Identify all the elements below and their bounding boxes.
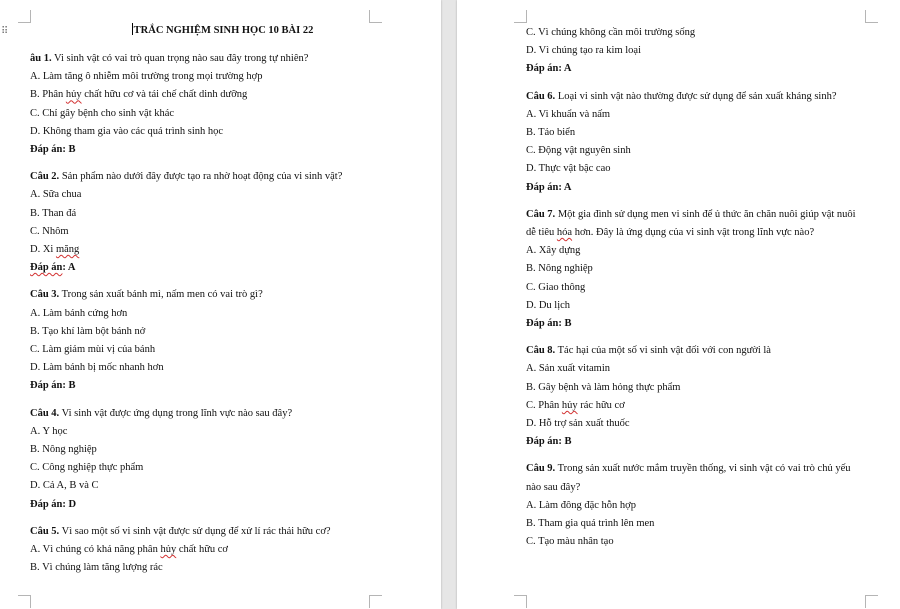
spelling-marked-word[interactable]: hóa (556, 227, 573, 239)
answer: Đáp án: A (526, 63, 572, 75)
option-d: D. Xi măng (30, 244, 80, 256)
text-cursor (132, 23, 133, 35)
page-1-text[interactable] (30, 22, 425, 577)
question-text: Trong sản xuất bánh mì, nấm men có vai trò gì? (59, 289, 263, 301)
question-text: Sản phẩm nào dưới đây được tạo ra nhờ hoạt động của vi sinh vật? (59, 171, 343, 183)
question-1 (30, 50, 425, 159)
question-number: Câu 9. (526, 463, 556, 475)
question-5-continued (526, 24, 876, 79)
option-b: B. Than đá (30, 207, 77, 219)
option-c: C. Giao thông (526, 281, 586, 293)
option-b: B. Gây bệnh và làm hỏng thực phẩm (526, 381, 681, 393)
question-stem (526, 342, 876, 360)
option-b: B. Tảo biển (526, 127, 576, 139)
spelling-marked-word[interactable]: măng (55, 244, 80, 256)
question-stem (30, 168, 425, 186)
option-b: B. Tạo khí làm bột bánh nở (30, 325, 146, 337)
option-c: C. Tạo màu nhân tạo (526, 536, 614, 548)
option-a: A. Vi khuẩn và nấm (526, 108, 611, 120)
question-text: Loại vi sinh vật nào thường được sử dụng để sản xuất kháng sinh? (555, 90, 837, 102)
option-d: D. Du lịch (526, 299, 571, 311)
question-7 (526, 206, 876, 333)
option-c: C. Động vật nguyên sinh (526, 145, 631, 157)
option-b: B. Tham gia quá trình lên men (526, 518, 655, 530)
question-stem (30, 405, 425, 423)
option-c: C. Nhôm (30, 225, 69, 237)
question-text: Một gia đình sử dụng men vi sinh để ủ thức ăn chăn nuôi giúp vật nuôi (555, 208, 856, 220)
option-b: B. Nông nghiệp (30, 444, 97, 456)
question-5 (30, 523, 425, 578)
question-stem (526, 88, 876, 106)
question-8 (526, 342, 876, 451)
option-a: A. Làm đông đặc hỗn hợp (526, 499, 636, 511)
option-d: D. Vì chúng tạo ra kim loại (526, 45, 641, 57)
question-text: Tác hại của một số vi sinh vật đối với con người là (555, 345, 771, 357)
crop-mark-bottom-right (369, 595, 382, 608)
document-page-2 (457, 0, 900, 609)
crop-mark-top-right (865, 10, 878, 23)
spelling-marked-word[interactable]: hủy (65, 89, 82, 101)
question-6 (526, 88, 876, 197)
spelling-marked-word[interactable]: hủy (160, 544, 177, 556)
question-text: Vi sinh vật có vai trò quan trọng nào sau đây trong tự nhiên? (51, 53, 309, 64)
option-d: D. Hỗ trợ sản xuất thuốc (526, 418, 630, 430)
answer: Đáp án: B (30, 144, 76, 156)
question-number: Câu 5. (30, 525, 60, 537)
crop-mark-bottom-left (18, 595, 31, 608)
spelling-marked-word[interactable]: hủy (561, 399, 578, 411)
paragraph-drag-handle-icon[interactable]: ⠿ (1, 26, 10, 37)
question-stem-line-1 (526, 460, 876, 478)
answer: Đáp án: B (526, 318, 572, 330)
question-9 (526, 460, 876, 551)
question-number: Câu 3. (30, 289, 60, 301)
question-text: Trong sản xuất nước mắm truyền thống, vi sinh vật có vai trò chủ yếu (555, 463, 851, 475)
page-2-text[interactable] (526, 24, 876, 551)
question-stem (30, 50, 425, 68)
crop-mark-top-left (514, 10, 527, 23)
option-c: C. Vì chúng không cần môi trường sống (526, 27, 696, 38)
option-b: B. Vì chúng làm tăng lượng rác (30, 562, 163, 574)
crop-mark-bottom-right (865, 595, 878, 608)
option-b: B. Nông nghiệp (526, 263, 593, 275)
crop-mark-bottom-left (514, 595, 527, 608)
option-c: C. Công nghiệp thực phẩm (30, 462, 144, 474)
option-a: A. Làm bánh cứng hơn (30, 307, 128, 319)
question-number: Câu 7. (526, 208, 556, 220)
question-number: Câu 6. (526, 90, 556, 102)
option-a: A. Y học (30, 425, 68, 437)
grammar-marked-word[interactable]: Đáp án (30, 262, 63, 274)
answer: Đáp án: A (30, 262, 76, 274)
option-b: B. Phân hủy chất hữu cơ và tái chế chất dinh dưỡng (30, 89, 248, 101)
option-c: C. Làm giảm mùi vị của bánh (30, 344, 156, 356)
question-stem (30, 286, 425, 304)
question-4 (30, 405, 425, 514)
option-a: A. Vì chúng có khả năng phân hủy chất hữu cơ (30, 544, 228, 556)
answer: Đáp án: D (30, 498, 77, 510)
option-c: C. Phân hủy rác hữu cơ (526, 399, 625, 411)
answer: Đáp án: B (526, 436, 572, 448)
answer: Đáp án: A (526, 181, 572, 193)
option-a: A. Làm tăng ô nhiễm môi trường trong mọi trường hợp (30, 71, 263, 83)
option-d: D. Không tham gia vào các quá trình sinh học (30, 125, 224, 137)
question-stem-line-1 (526, 206, 876, 224)
option-a: A. Sản xuất vitamin (526, 363, 610, 375)
document-page-1 (0, 0, 441, 609)
question-stem (30, 523, 425, 541)
answer: Đáp án: B (30, 380, 76, 392)
question-text: Vi sinh vật được ứng dụng trong lĩnh vực nào sau đây? (59, 407, 293, 419)
question-number: Câu 8. (526, 345, 556, 357)
question-stem-line-2: dễ tiêu hóa hơn. Đây là ứng dụng của vi sinh vật trong lĩnh vực nào? (526, 227, 815, 239)
option-d: D. Cả A, B và C (30, 480, 99, 492)
question-number: Câu 4. (30, 407, 60, 419)
option-d: D. Làm bánh bị mốc nhanh hơn (30, 362, 164, 374)
question-2 (30, 168, 425, 277)
question-stem-line-2: nào sau đây? (526, 481, 581, 493)
question-number: Câu 2. (30, 171, 60, 183)
question-text: Vì sao một số vi sinh vật được sử dụng để xử lí rác thải hữu cơ? (59, 525, 331, 537)
option-c: C. Chỉ gây bệnh cho sinh vật khác (30, 107, 175, 119)
option-a: A. Xây dựng (526, 245, 581, 257)
document-title: TRẮC NGHIỆM SINH HỌC 10 BÀI 22 (133, 25, 314, 36)
option-d: D. Thực vật bậc cao (526, 163, 611, 175)
question-number: âu 1. (30, 53, 52, 64)
option-a: A. Sữa chua (30, 189, 82, 201)
question-3 (30, 286, 425, 395)
